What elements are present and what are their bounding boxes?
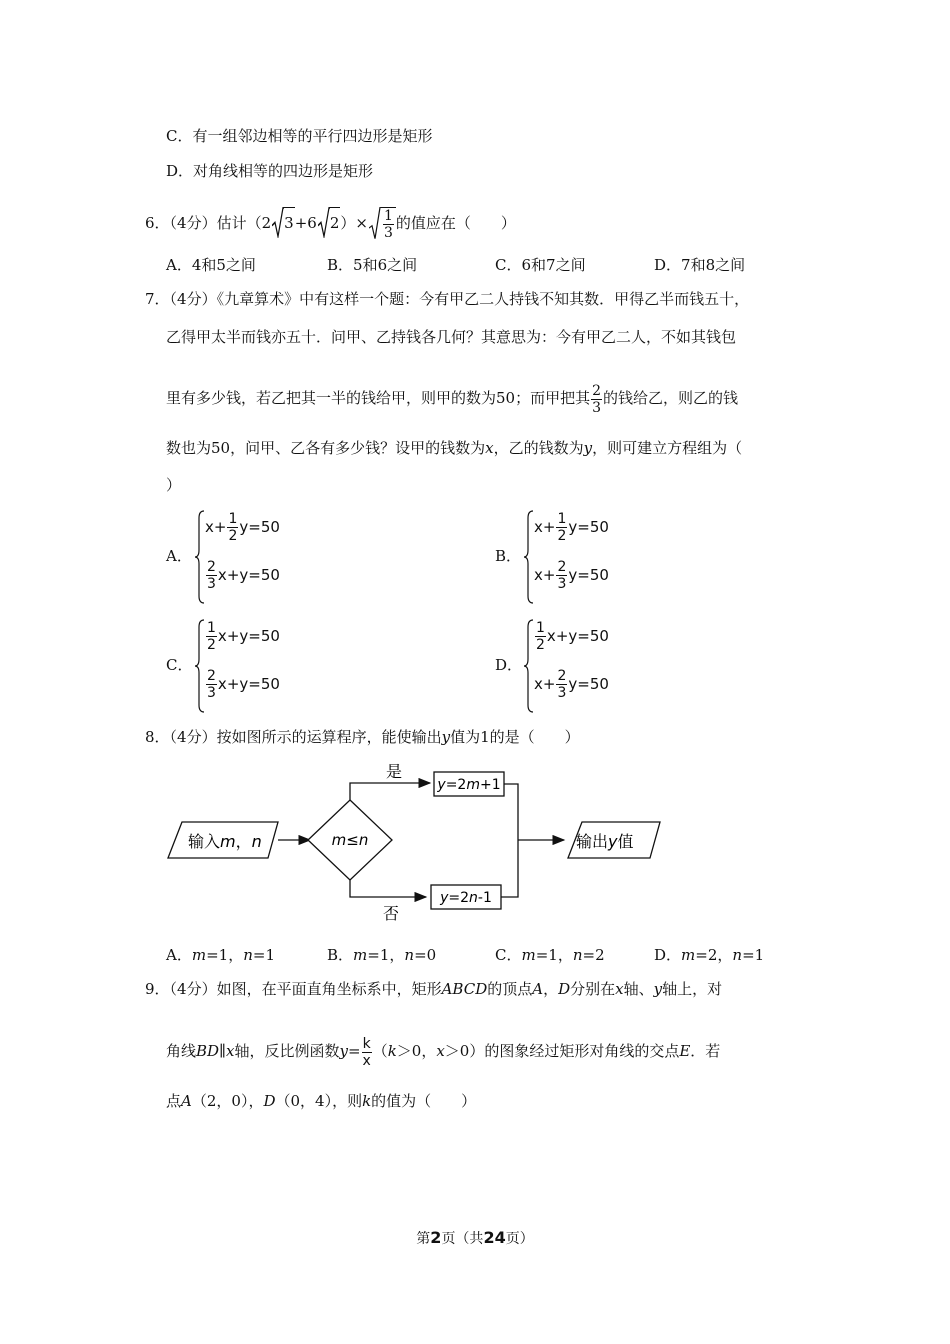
q8-option-c: C．m=1，n=2	[495, 946, 605, 964]
q6-sqrt-frac	[369, 207, 396, 240]
q7-text-4c: ，则可建立方程组为（	[592, 439, 743, 457]
q7-text-4a: 数也为50，问甲、乙各有多少钱？设甲的钱数为	[166, 439, 486, 457]
page-number: 2	[430, 1228, 442, 1247]
q7-var-y: y	[583, 439, 593, 457]
flow-merge-line	[501, 784, 518, 897]
q7-a-eq2: $\frac{2}{3}$ x+y=50	[207, 559, 280, 592]
q6-score: （4分）	[169, 214, 217, 232]
flow-no-label: 否	[383, 904, 400, 923]
q7-text-1: （4分）《九章算术》中有这样一个题：今有甲乙二人持钱不知其数．甲得乙半而钱五十，	[169, 290, 750, 308]
q7-d-eq2: x+ $\frac{2}{3}$ y=50	[534, 668, 609, 701]
q7-option-a-label: A．	[166, 547, 192, 565]
q6-number: 6．	[145, 214, 170, 232]
q7-var-x: x	[485, 439, 494, 457]
q7-option-d-label: D．	[495, 656, 523, 674]
q9-fraction-k-over-x: $\frac{k}{x}$	[362, 1035, 371, 1069]
q7-line-4	[166, 438, 742, 458]
q9-line-3: 点A（2，0），D（0，4），则k的值为（ ）	[166, 1092, 477, 1110]
flow-input-text: 输入m，n	[188, 832, 262, 851]
q9-number: 9．	[145, 980, 170, 998]
q8-text-b: 值为1的是（ ）	[450, 728, 580, 746]
q7-line-1	[145, 289, 749, 309]
flow-decision-text: m≤n	[331, 831, 369, 849]
q7-number: 7．	[145, 290, 170, 308]
q5-option-d: D．对角线相等的四边形是矩形	[166, 162, 374, 180]
flow-output-text: 输出y值	[576, 832, 634, 851]
q8-option-b: B．m=1，n=0	[327, 946, 437, 964]
q7-option-d-system	[524, 619, 634, 713]
q6-sqrt-2: 2	[318, 207, 341, 238]
q6-text-mul: ）×	[340, 214, 368, 232]
q6-stem	[145, 207, 516, 240]
q7-line-5: ）	[166, 476, 182, 494]
flow-box-no-text: y=2n-1	[440, 890, 492, 906]
q8-var-y: y	[441, 728, 451, 746]
q7-text-4b: ，乙的钱数为	[493, 439, 584, 457]
q9-line-1: 9．（4分）如图，在平面直角坐标系中，矩形ABCD的顶点A，D分别在x轴、y轴上，对	[145, 980, 723, 998]
q8-flowchart	[160, 758, 670, 928]
q8-text-a: （4分）按如图所示的运算程序，能使输出	[169, 728, 442, 746]
page-footer: 第2页（共24页）	[416, 1228, 534, 1247]
q7-line-3	[166, 378, 738, 418]
q8-number: 8．	[145, 728, 170, 746]
flow-arrow-yes	[350, 783, 430, 800]
q6-text-mid: +6	[294, 214, 317, 232]
q7-c-eq2: $\frac{2}{3}$ x+y=50	[207, 668, 280, 701]
q7-b-eq1: x+ $\frac{1}{2}$ y=50	[534, 511, 609, 544]
q9-line-2: 角线BD∥x轴，反比例函数y= $\frac{k}{x}$ （k＞0，x＞0）的图象经过矩形对角线的交点E．若	[166, 1035, 721, 1069]
q7-text-3a: 里有多少钱，若乙把其一半的钱给甲，则甲的数为50；而甲把其	[166, 389, 591, 407]
q7-option-c-system	[195, 619, 305, 713]
flow-yes-label: 是	[386, 762, 403, 781]
q6-sqrt-3: 3	[272, 207, 295, 238]
q6-fraction: $\frac{1}{3}$	[383, 207, 393, 241]
q6-option-b: B．5和6之间	[327, 256, 418, 274]
q5-option-c: C．有一组邻边相等的平行四边形是矩形	[166, 127, 433, 145]
q8-option-a: A．m=1，n=1	[166, 946, 275, 964]
q8-option-d: D．m=2，n=1	[654, 946, 765, 964]
q6-option-a: A．4和5之间	[166, 256, 256, 274]
flow-arrow-no	[350, 880, 426, 897]
q7-a-eq1: x+ $\frac{1}{2}$ y=50	[205, 511, 280, 544]
q8-stem	[145, 727, 580, 747]
q7-option-b-label: B．	[495, 547, 522, 565]
q6-option-d: D．7和8之间	[654, 256, 746, 274]
q7-line-2: 乙得甲太半而钱亦五十．问甲、乙持钱各几何？其意思为：今有甲乙二人，不如其钱包	[166, 328, 737, 346]
q7-option-b-system	[524, 510, 634, 604]
q7-c-eq1: $\frac{1}{2}$ x+y=50	[207, 620, 280, 653]
q6-text-pre: 估计（2	[216, 214, 272, 232]
page-total: 24	[483, 1228, 506, 1247]
q7-fraction-two-thirds: $\frac{2}{3}$	[592, 382, 602, 416]
q7-text-3b: 的钱给乙，则乙的钱	[603, 389, 739, 407]
q7-option-a-system	[195, 510, 305, 604]
q6-option-c: C．6和7之间	[495, 256, 586, 274]
q7-option-c-label: C．	[166, 656, 193, 674]
q6-text-post: 的值应在（ ）	[395, 214, 516, 232]
flow-box-yes-text: y=2m+1	[437, 777, 501, 793]
q7-d-eq1: $\frac{1}{2}$ x+y=50	[536, 620, 609, 653]
q7-b-eq2: x+ $\frac{2}{3}$ y=50	[534, 559, 609, 592]
